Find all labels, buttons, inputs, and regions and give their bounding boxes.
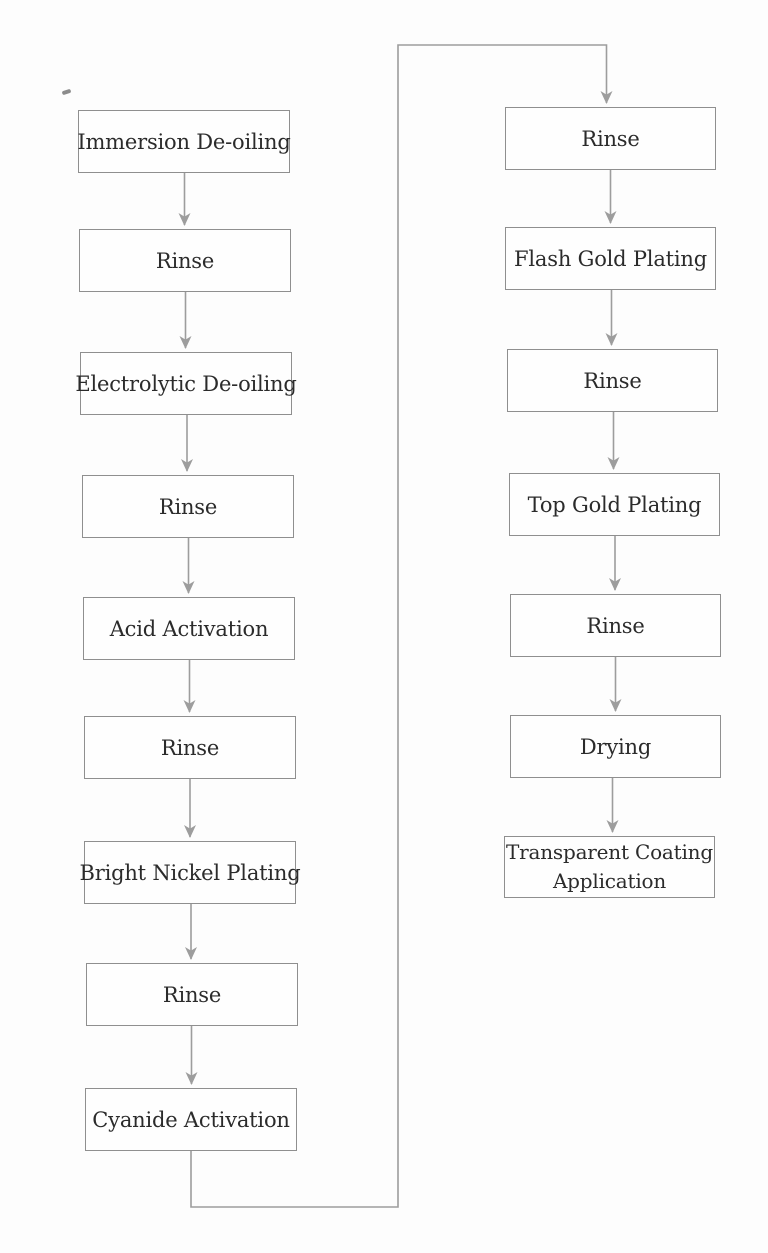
flow-node xyxy=(86,963,298,1026)
flow-node xyxy=(510,594,721,657)
flow-node-label: Top Gold Plating xyxy=(527,492,702,517)
flow-node-label: Cyanide Activation xyxy=(92,1107,290,1132)
flow-node-label: Flash Gold Plating xyxy=(514,246,707,271)
flow-node xyxy=(509,473,720,536)
flow-node xyxy=(82,475,294,538)
flow-node xyxy=(510,715,721,778)
flow-node xyxy=(78,110,290,173)
flow-node xyxy=(75,352,297,415)
flow-node xyxy=(84,716,296,779)
flow-node-label: Rinse xyxy=(155,248,215,273)
flow-node xyxy=(507,349,718,412)
flow-node-label: Rinse xyxy=(583,368,642,393)
flow-node-label: Acid Activation xyxy=(109,616,269,641)
flow-node-label: Rinse xyxy=(586,613,645,638)
flow-node xyxy=(505,227,716,290)
flow-node-label: Rinse xyxy=(160,735,220,760)
flow-node-label: Rinse xyxy=(162,982,222,1007)
flow-node-label: Electrolytic De-oiling xyxy=(75,371,297,396)
flow-node-label: Immersion De-oiling xyxy=(77,129,291,154)
flow-node-label: Bright Nickel Plating xyxy=(79,860,301,885)
flow-node-label: Rinse xyxy=(581,126,640,151)
flow-node-label: Transparent Coating Application xyxy=(506,840,713,893)
flow-node xyxy=(83,597,295,660)
flow-node-label: Rinse xyxy=(158,494,218,519)
flow-node xyxy=(85,1088,297,1151)
flow-node xyxy=(79,229,291,292)
flow-node xyxy=(505,107,716,170)
flow-node xyxy=(504,836,715,898)
flow-node xyxy=(79,841,301,904)
flow-node-label: Drying xyxy=(579,734,652,759)
